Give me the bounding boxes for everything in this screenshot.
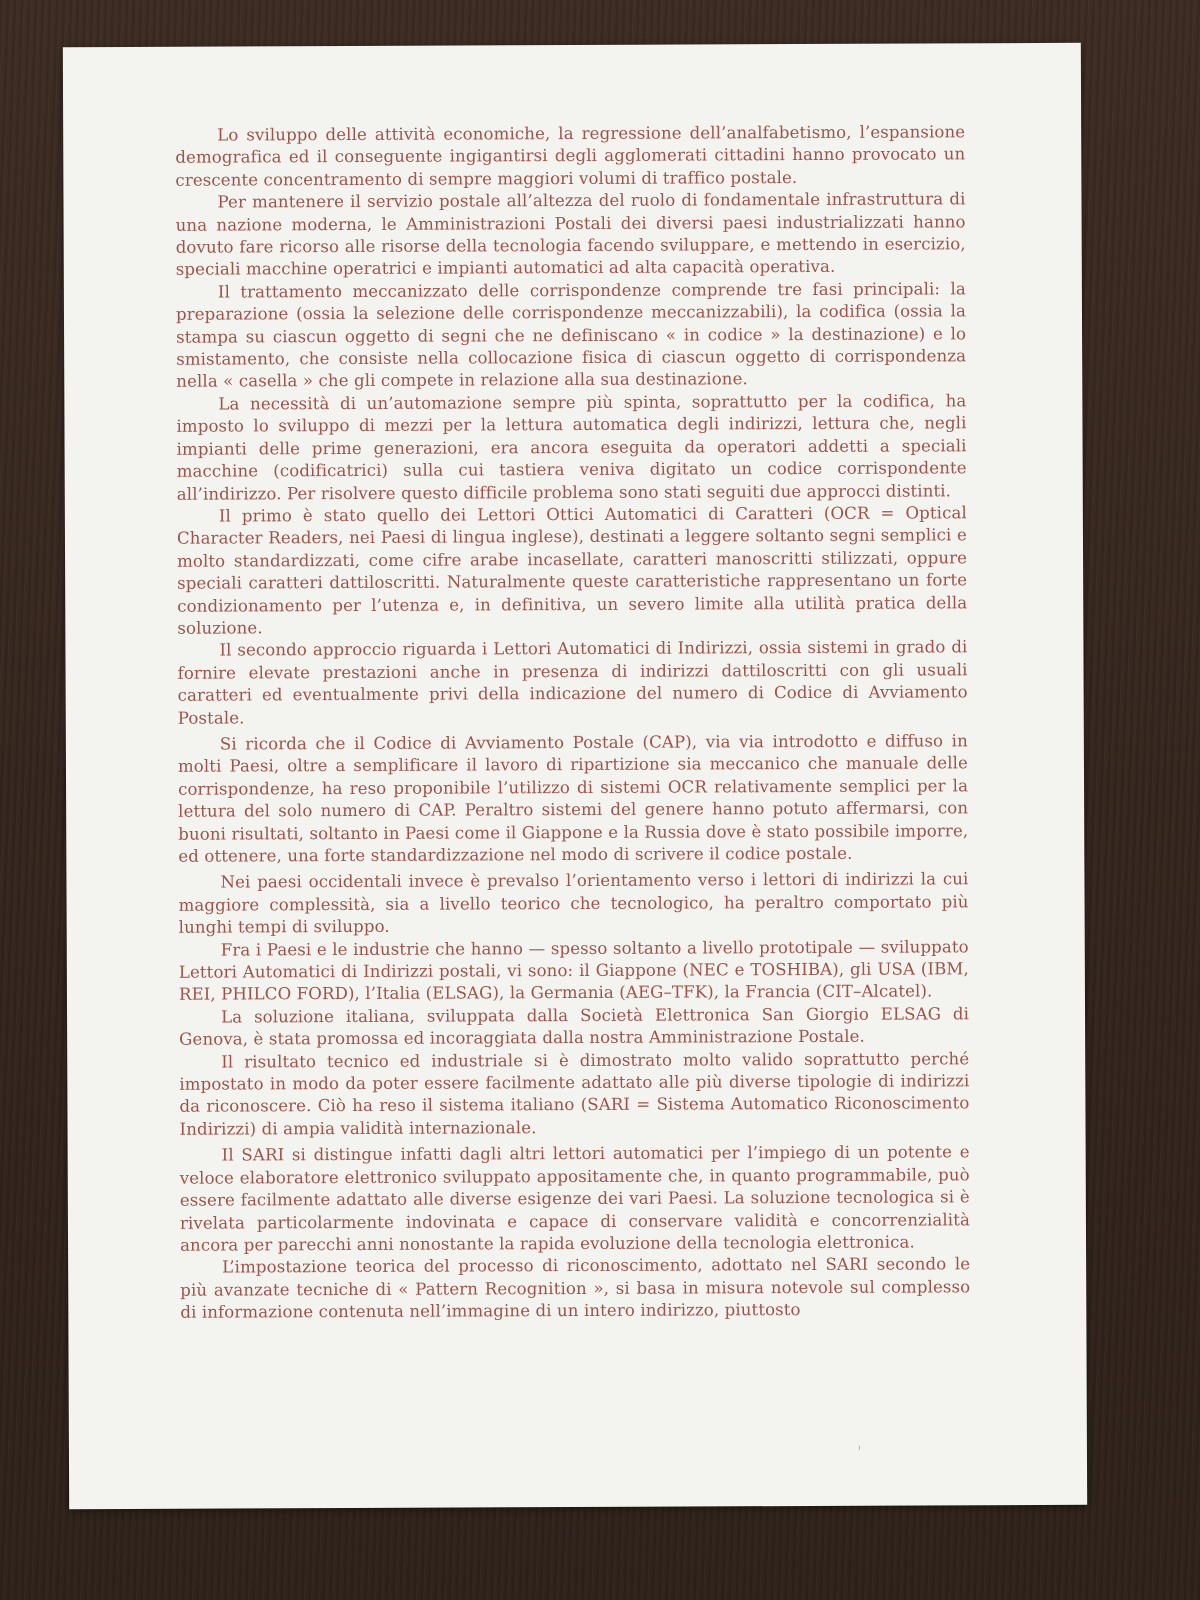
paragraph-13: L’impostazione teorica del processo di riconoscimento, adottato nel SARI secondo le più avanzate tecniche di « Pattern Recognition », si basa in misura notevole sul complesso di informazione contenuta nell’immagine di un intero indirizzo, piuttosto [180,1254,971,1322]
paragraph-1: Lo sviluppo delle attività economiche, la regressione dell’analfabetismo, l’espansione demografica ed il conseguente ingigantirsi degli agglomerati cittadini hanno provocato un crescente concentramento di sempre maggiori volumi di traffico postale. [175,122,966,190]
paragraph-5: Il primo è stato quello dei Lettori Ottici Automatici di Caratteri (OCR = Optical Character Readers, nei Paesi di lingua inglese), destinati a leggere soltanto segni semplici e molto standardizzati, come cifre arabe incasellate, caratteri manoscritti stilizzati, oppure speciali caratteri dattiloscritti. Naturalmente queste caratteristiche rappresentano un forte condizionamento per l’utenza e, in definitiva, un severo limite alla utilità pratica della soluzione. [176,503,968,638]
paragraph-8: Nei paesi occidentali invece è prevalso l’orientamento verso i lettori di indirizzi la cui maggiore complessità, sia a livello teorico che tecnologico, ha peraltro comportato più lunghi tempi di sviluppo. [178,869,969,937]
paragraph-9: Fra i Paesi e le industrie che hanno — spesso soltanto a livello prototipale — sviluppato Lettori Automatici di Indirizzi postali, vi sono: il Giappone (NEC e TOSHIBA), gli USA (IBM, REI, PHILCO FORD), l’Italia (ELSAG), la Germania (AEG–TFK), la Francia (CIT–Alcatel). [178,936,969,1005]
paragraph-10: La soluzione italiana, sviluppata dalla Società Elettronica San Giorgio ELSAG di Genova, è stata promossa ed incoraggiata dalla nostra Amministrazione Postale. [179,1004,970,1049]
paragraph-2: Per mantenere il servizio postale all’altezza del ruolo di fondamentale infrastruttura di una nazione moderna, le Amministrazioni Postali dei diversi paesi industrializzati hanno dovuto fare ricorso alle risorse della tecnologia facendo sviluppare, e mettendo in esercizio, speciali macchine operatrici e impianti automatici ad alta capacità operativa. [175,189,966,280]
paper-speck [859,1446,860,1450]
paragraph-12: Il SARI si distingue infatti dagli altri lettori automatici per l’impiego di un potente e veloce elaboratore elettronico sviluppato appositamente che, in quanto programmabile, può essere facilmente adattato alle diverse esigenze dei vari Paesi. La soluzione tecnologica si è rivelata particolarmente indovinata e capace di conservare validità e concorrenzialità ancora per parecchi anni nonostante la rapida evoluzione della tecnologia elettronica. [179,1142,970,1255]
paragraph-4: La necessità di un’automazione sempre più spinta, soprattutto per la codifica, ha imposto lo sviluppo di mezzi per la lettura automatica degli indirizzi, lettura che, negli impianti delle prime generazioni, era ancora eseguita da operatori addetti a speciali macchine (codificatrici) sulla cui tastiera veniva digitato un codice corrispondente all’indirizzo. Per risolvere questo difficile problema sono stati seguiti due approcci distinti. [176,391,967,504]
paragraph-3: Il trattamento meccanizzato delle corrispondenze comprende tre fasi principali: la preparazione (ossia la selezione delle corrispondenze meccanizzabili), la codifica (ossia la stampa su ciascun oggetto di segni che ne definiscano « in codice » la destinazione) e lo smistamento, che consiste nella collocazione fisica di ciascun oggetto di corrispondenza nella « casella » che gli compete in relazione alla sua destinazione. [175,279,967,392]
paragraph-11: Il risultato tecnico ed industriale si è dimostrato molto valido soprattutto perché impostato in modo da poter essere facilmente adattato alle più diverse tipologie di indirizzi da riconoscere. Ciò ha reso il sistema italiano (SARI = Sistema Automatico Riconoscimento Indirizzi) di ampia validità internazionale. [179,1048,970,1139]
body-text [175,121,970,1324]
paragraph-6: Il secondo approccio riguarda i Lettori Automatici di Indirizzi, ossia sistemi in grado di fornire elevate prestazioni anche in presenza di indirizzi dattiloscritti con gli usuali caratteri ed eventualmente privi della indicazione del numero di Codice di Avviamento Postale. [177,637,968,728]
paragraph-7: Si ricorda che il Codice di Avviamento Postale (CAP), via via introdotto e diffuso in molti Paesi, oltre a semplificare il lavoro di ripartizione sia meccanico che manuale delle corrispondenze, ha reso proponibile l’utilizzo di sistemi OCR relativamente semplici per la lettura del solo numero di CAP. Peraltro sistemi del genere hanno potuto affermarsi, con buoni risultati, soltanto in Paesi come il Giappone e la Russia dove è stato possibile imporre, ed ottenere, una forte standardizzazione nel modo di scrivere il codice postale. [177,731,969,866]
document-page [63,43,1087,1509]
